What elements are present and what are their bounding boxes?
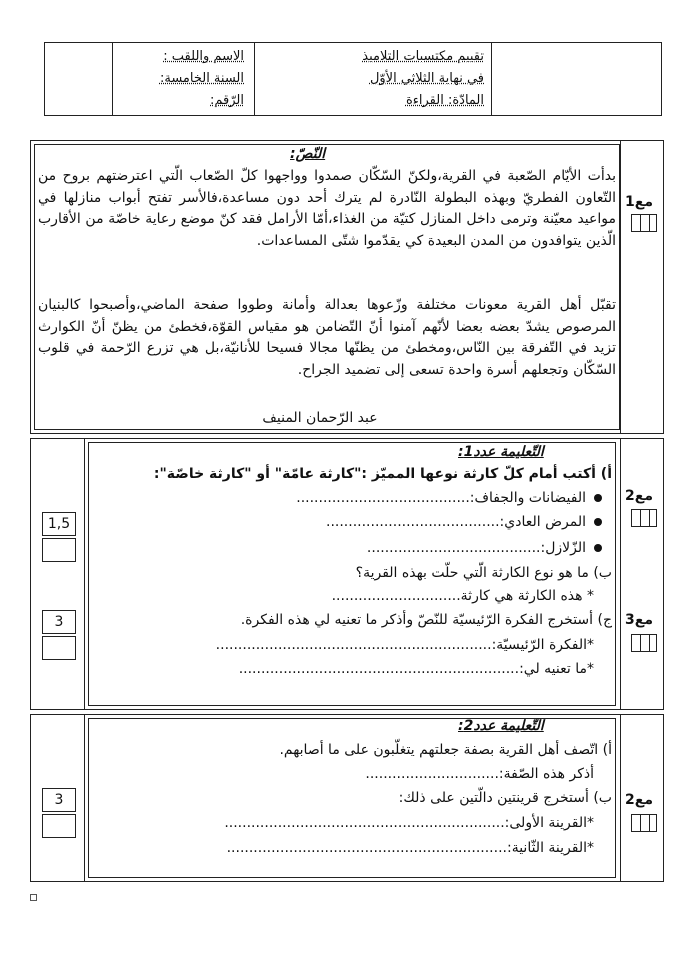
exam-title-line1: تقييم مكتسبات التلاميذ: [362, 49, 484, 64]
section2-heading: التّعليمة عدد2:: [458, 718, 544, 734]
score-blank-section2: [42, 814, 76, 838]
header-divider-2: [254, 42, 255, 116]
criterion-grid-1: [631, 214, 657, 232]
text-author: عبد الرّحمان المنيف: [262, 410, 378, 426]
header-divider-3: [112, 42, 113, 116]
section2-left-divider: [84, 714, 85, 882]
class-label: السنة الخامسة:: [159, 71, 244, 86]
score-box-section2: 3: [42, 788, 76, 812]
text-paragraph-1: بدأت الأيّام الصّعبة في القرية،ولكنّ السّكّان صمدوا وواجهوا كلّ الصّعاب الّتي اعترضتهم بروح من التّعاون الفطريّ وبهذه البطولة النّادرة لم يترك أحد دون مساعدة،فالأسر تفتح أبواب منازلها في مواعيد معيّنة وترمى داخل المنازل كتيّة من الغذاء،أمّا الأرامل فقد كنّ موضع رعاية خاصّة من الأقارب الّذين يتوافدون من المدن البعيدة كي يقدّموا شتّى المساعدات.: [38, 168, 616, 249]
criterion-label-1: مع1: [625, 194, 653, 210]
section1-right-divider: [620, 438, 621, 710]
section1-question-b: ب) ما هو نوع الكارثة الّتي حلّت بهذه القرية؟: [355, 565, 612, 581]
score-box-a: 1,5: [42, 512, 76, 536]
section1-question-a: أ) أكتب أمام كلّ كارثة نوعها المميّز :"كارثة عامّة" أو "كارثة خاصّة":: [153, 466, 612, 482]
section2-clue-2: *القرينة الثّانية:...............................................................: [226, 840, 594, 856]
section2-question-a: أ) اتّصف أهل القرية بصفة جعلتهم يتغلّبون على ما أصابهم.: [279, 742, 612, 758]
criterion-grid-3: [631, 634, 657, 652]
section1-main-idea: *الفكرة الرّئيسيّة:..............................................................: [215, 637, 594, 653]
page-corner-mark: [30, 894, 37, 901]
header-divider-1: [491, 42, 492, 116]
section2-clue-1: *القرينة الأولى:...............................................................: [224, 815, 594, 831]
section1-heading: التّعليمة عدد1:: [458, 444, 544, 460]
number-label: الرّقم:: [210, 93, 244, 108]
criterion-label-4: مع2: [625, 792, 653, 808]
section2-question-b: ب) أستخرج قرينتين دالّتين على ذلك:: [398, 790, 612, 806]
criterion-grid-4: [631, 814, 657, 832]
criteria-column-divider: [620, 140, 621, 434]
exam-title-line2: في نهاية الثلاثي الأوّل: [369, 71, 484, 86]
section2-answer-a: أذكر هذه الصّفة:..............................: [365, 766, 594, 782]
section1-answer-b: * هذه الكارثة هي كارثة.............................: [331, 588, 594, 604]
text-paragraph-2: تقبّل أهل القرية معونات مختلفة وزّعوها بعدالة وأمانة وطووا صفحة الماضي،وأصبحوا كالبنيان المرصوص يشدّ بعضه بعضا لأنّهم آمنوا أنّ التّضامن هو مقياس القوّة،فخطئ من يظنّ أنّ الكوارث تزيد في التّفرقة بين النّاس،ومخطئ من يظنّها مجالا فسيحا للأنانيّة،بل هي تزرع الرّحمة في قلوب السّكّان وتجعلهم أسرة واحدة تسعى إلى تضميد الجراح.: [38, 297, 616, 378]
section1-question-c: ج) أستخرج الفكرة الرّئيسيّة للنّصّ وأذكر ما تعنيه لي هذه الفكرة.: [240, 612, 612, 628]
section1-item-3: الزّلازل:.......................................: [367, 540, 602, 556]
criterion-label-2: مع2: [625, 488, 653, 504]
score-box-c: 3: [42, 610, 76, 634]
section1-item-1: الفيضانات والجفاف:.......................................: [296, 490, 602, 506]
criterion-grid-2: [631, 509, 657, 527]
text-heading: النّصّ:: [290, 146, 326, 162]
section1-left-divider: [84, 438, 85, 710]
score-blank-a: [42, 538, 76, 562]
criterion-label-3: مع3: [625, 612, 653, 628]
student-name-label: الاسم واللقب :: [163, 49, 244, 64]
section1-item-2: المرض العادي:.......................................: [326, 514, 602, 530]
section1-meaning: *ما تعنيه لي:...............................................................: [238, 661, 594, 677]
subject-label: المادّة: القراءة: [405, 93, 484, 108]
section2-right-divider: [620, 714, 621, 882]
score-blank-c: [42, 636, 76, 660]
